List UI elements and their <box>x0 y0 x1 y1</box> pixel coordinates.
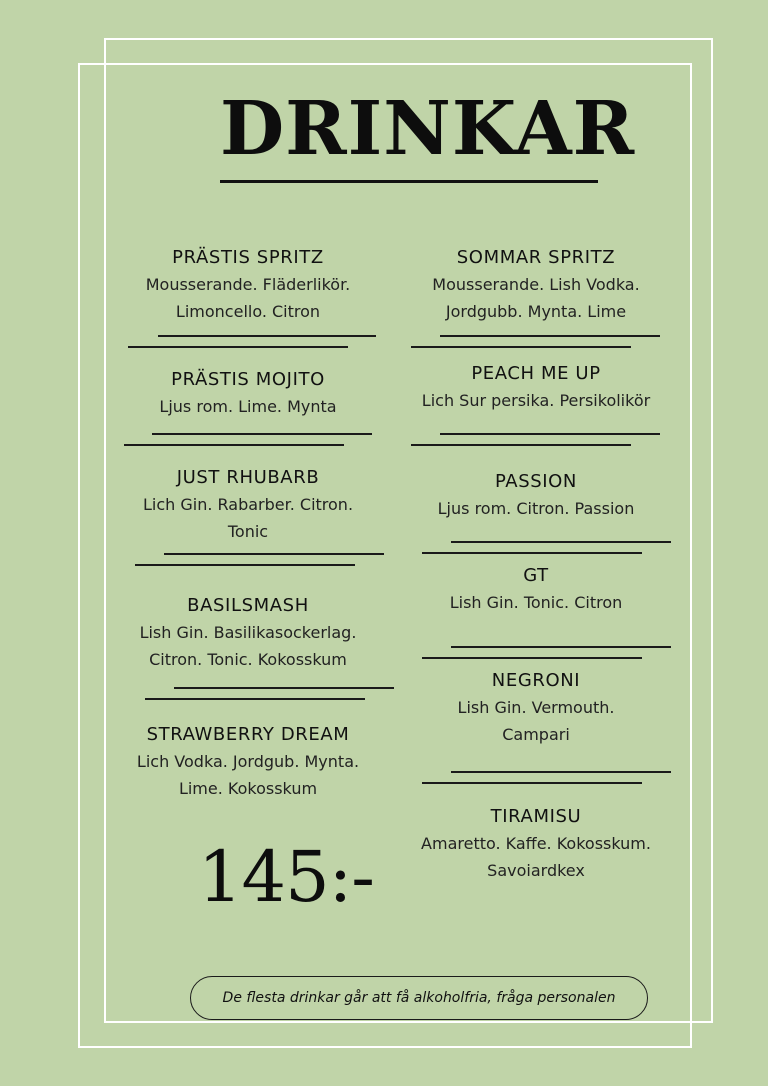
divider <box>440 335 660 337</box>
divider <box>440 433 660 435</box>
title-underline <box>220 180 598 183</box>
price: 145:- <box>198 836 374 918</box>
divider <box>158 335 376 337</box>
drink-name: SOMMAR SPRITZ <box>456 247 616 268</box>
divider <box>451 541 671 543</box>
drink-ingredients: Jordgubb. Mynta. Lime <box>445 302 627 321</box>
divider <box>128 346 348 348</box>
divider <box>411 346 631 348</box>
divider <box>145 698 365 700</box>
drink-ingredients: Lich Gin. Rabarber. Citron. <box>142 495 354 514</box>
drink-name: STRAWBERRY DREAM <box>146 724 350 745</box>
drink-name: PEACH ME UP <box>471 363 601 384</box>
drink-name: JUST RHUBARB <box>176 467 320 488</box>
drink-ingredients: Amaretto. Kaffe. Kokosskum. <box>421 834 651 853</box>
drink-name: BASILSMASH <box>187 595 309 616</box>
divider <box>451 646 671 648</box>
drink-ingredients: Limoncello. Citron <box>175 302 321 321</box>
drink-ingredients: Mousserande. Lish Vodka. <box>432 275 640 294</box>
divider <box>411 444 631 446</box>
divider <box>422 782 642 784</box>
drink-ingredients: Lish Gin. Vermouth. <box>457 698 615 717</box>
drink-ingredients: Lime. Kokosskum <box>178 779 318 798</box>
drink-name: GT <box>523 565 549 586</box>
divider <box>124 444 344 446</box>
drink-name: NEGRONI <box>491 670 581 691</box>
drink-negroni <box>398 669 674 747</box>
divider <box>422 657 642 659</box>
drink-just-rhubarb <box>118 466 378 544</box>
drink-ingredients: Tonic <box>227 522 269 541</box>
drink-basilsmash <box>118 594 378 672</box>
divider <box>164 553 384 555</box>
divider <box>451 771 671 773</box>
divider <box>135 564 355 566</box>
alcohol-free-note: De flesta drinkar går att få alkoholfria, fråga personalen <box>190 976 648 1020</box>
drink-ingredients: Lish Gin. Basilikasockerlag. <box>139 623 357 642</box>
drink-name: PASSION <box>494 471 577 492</box>
drink-ingredients: Ljus rom. Lime. Mynta <box>159 397 337 416</box>
drink-ingredients: Campari <box>502 725 570 744</box>
divider <box>174 687 394 689</box>
divider <box>152 433 372 435</box>
drink-ingredients: Mousserande. Fläderlikör. <box>145 275 351 294</box>
menu-title: DRINKAR <box>220 86 636 172</box>
drink-ingredients: Lish Gin. Tonic. Citron <box>449 593 623 612</box>
drink-prastis-mojito <box>118 368 378 419</box>
divider <box>422 552 642 554</box>
drink-ingredients: Citron. Tonic. Kokosskum <box>149 650 347 669</box>
drink-ingredients: Lich Sur persika. Persikolikör <box>421 391 651 410</box>
drink-name: TIRAMISU <box>490 806 582 827</box>
drink-name: PRÄSTIS MOJITO <box>171 369 325 390</box>
drink-ingredients: Lich Vodka. Jordgub. Mynta. <box>136 752 360 771</box>
drink-name: PRÄSTIS SPRITZ <box>172 247 324 268</box>
drink-ingredients: Ljus rom. Citron. Passion <box>437 499 635 518</box>
drink-passion <box>398 470 674 521</box>
drink-prastis-spritz <box>118 246 378 324</box>
drink-tiramisu <box>398 805 674 883</box>
drink-strawberry-dream <box>118 723 378 801</box>
drink-ingredients: Savoiardkex <box>487 861 585 880</box>
drink-peach-me-up <box>398 362 674 413</box>
drink-sommar-spritz <box>398 246 674 324</box>
drink-gt <box>398 564 674 615</box>
